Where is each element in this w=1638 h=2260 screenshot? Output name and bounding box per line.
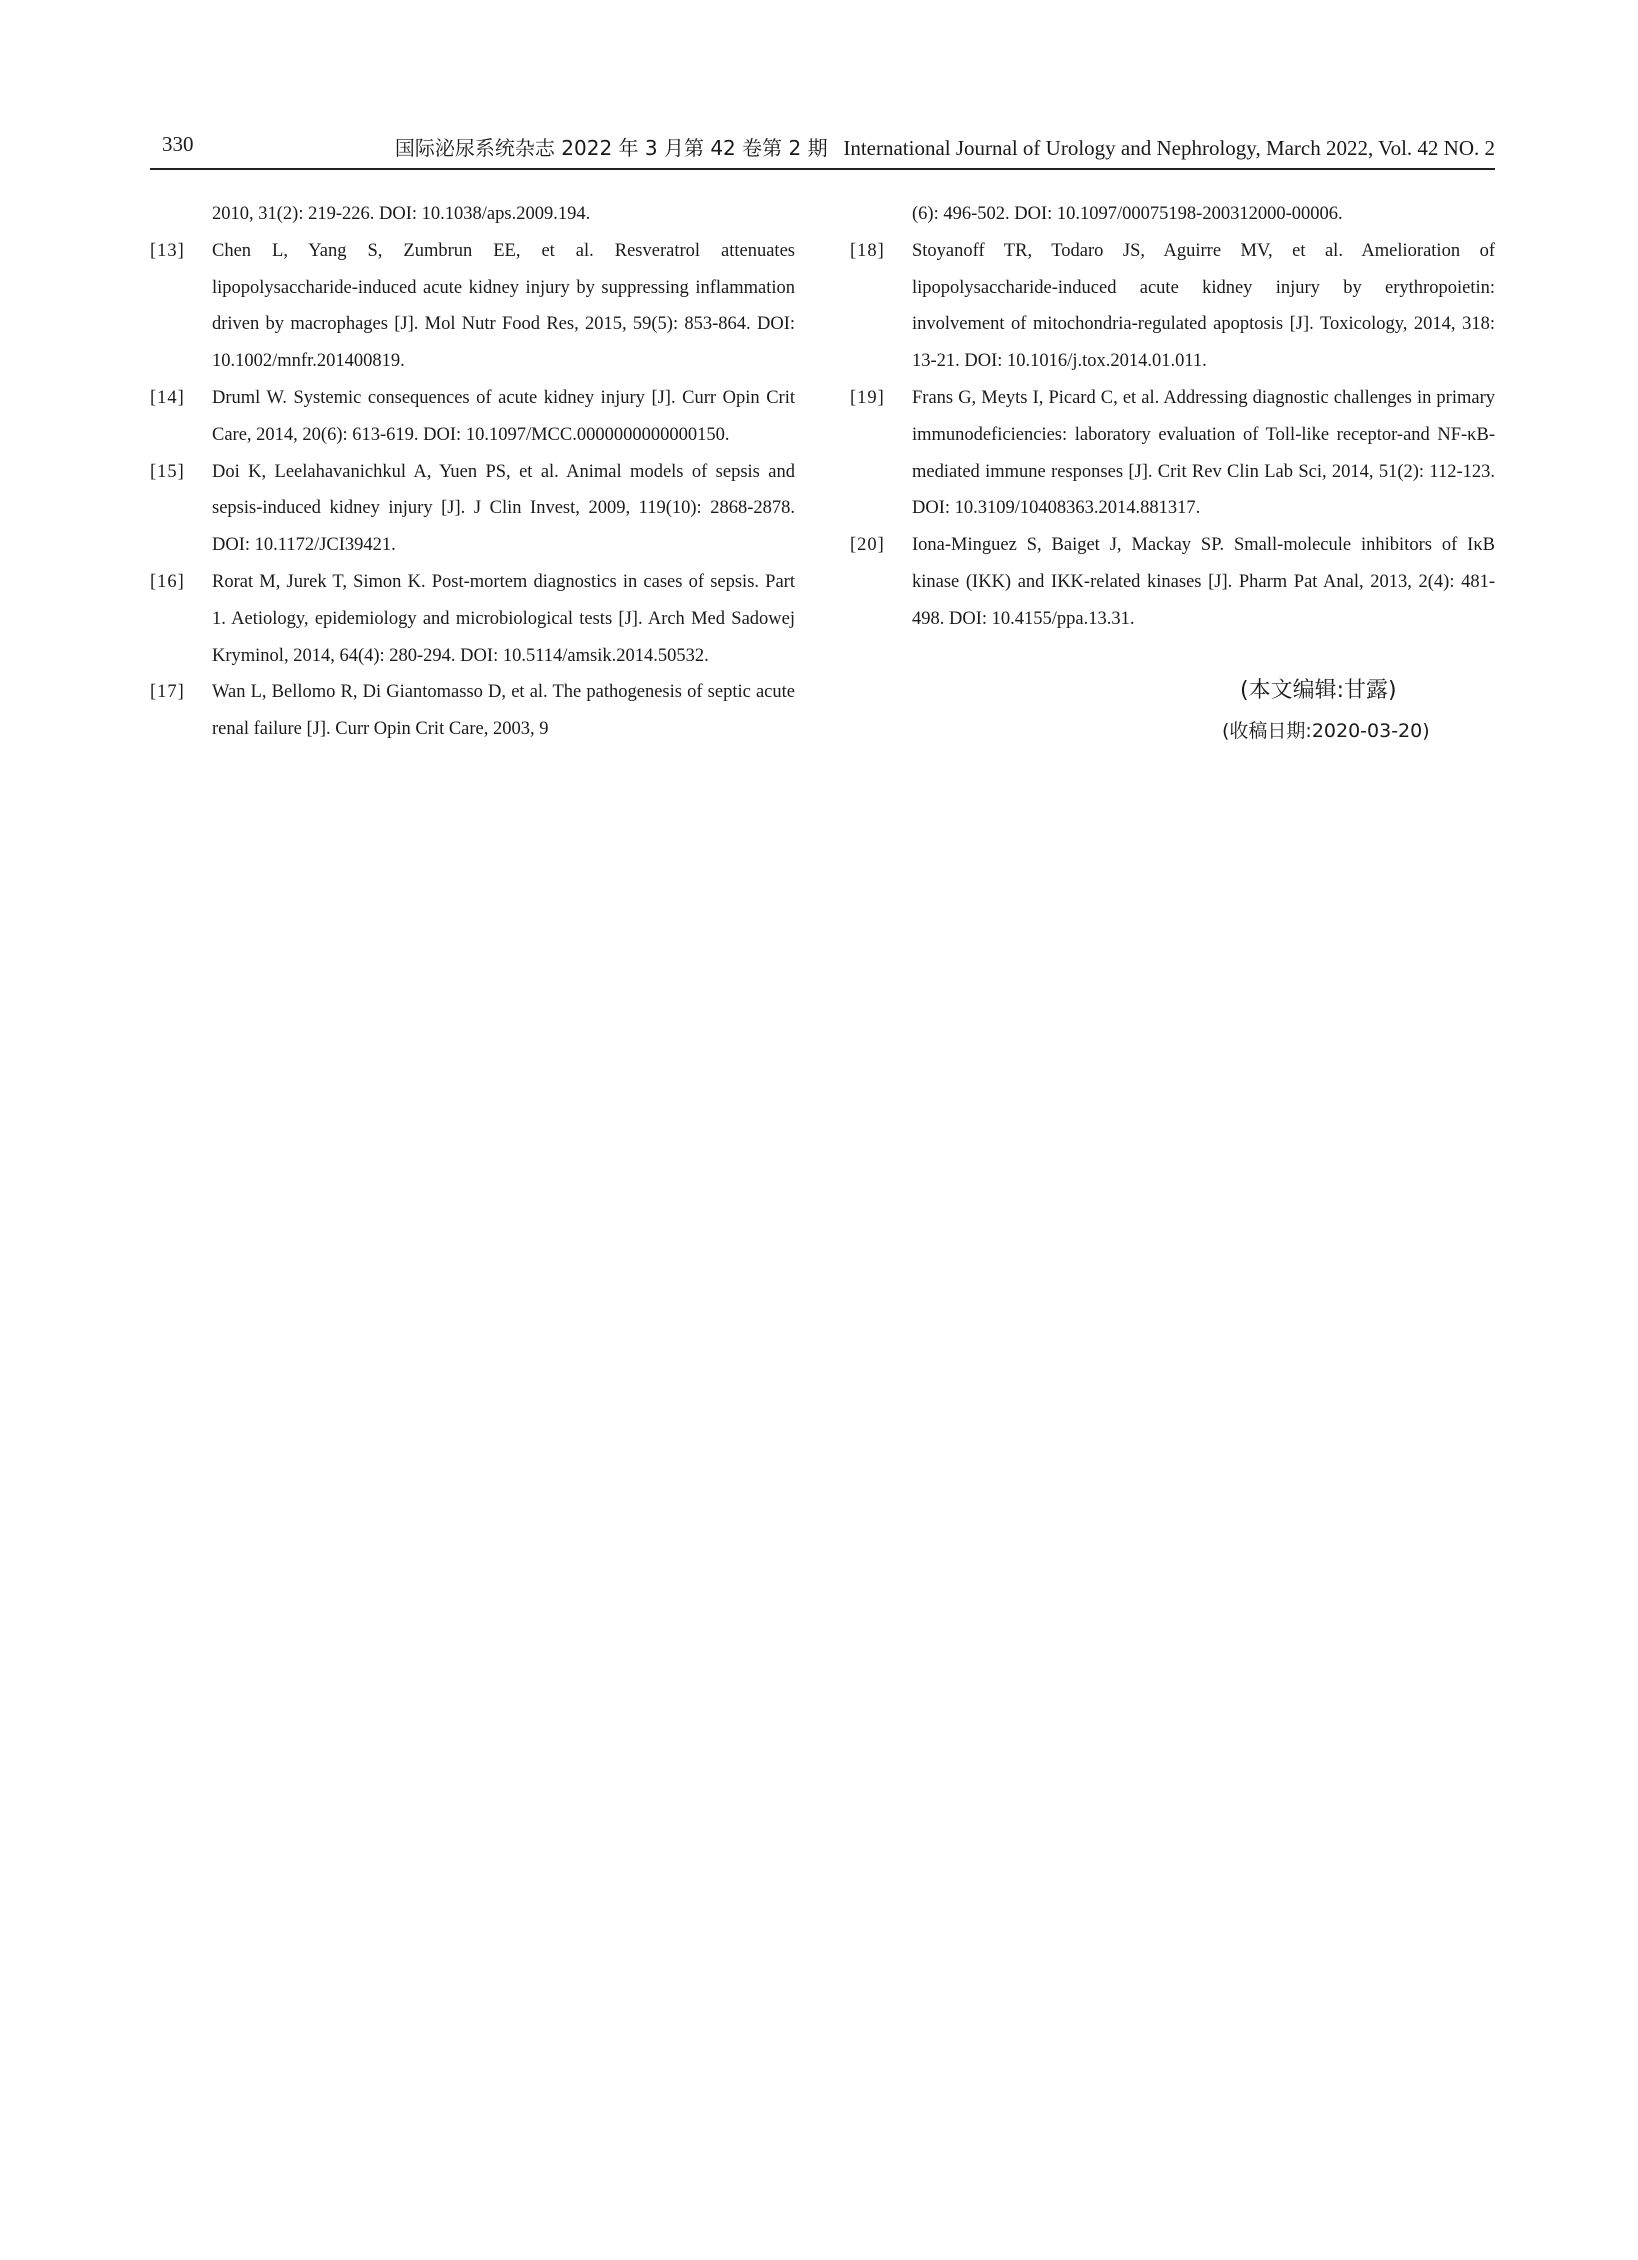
reference-number: [13] bbox=[150, 240, 185, 261]
journal-title-cn: 国际泌尿系统杂志 2022 年 3 月第 42 卷第 2 期 bbox=[394, 136, 828, 160]
journal-citation bbox=[395, 132, 1495, 161]
left-column bbox=[150, 196, 795, 748]
reference-18 bbox=[850, 233, 1495, 380]
reference-number: [19] bbox=[850, 387, 885, 408]
reference-number: [17] bbox=[150, 682, 185, 703]
reference-text: Rorat M, Jurek T, Simon K. Post-mortem diagnostics in cases of sepsis. Part 1. Aetiology, epidemiology and microbiological tests [J]. Arch Med Sadowej Kryminol, 2014, 64(4): 280-294. DOI: 10.5114/amsik.2014.50532. bbox=[212, 571, 795, 666]
reference-number: [14] bbox=[150, 387, 185, 408]
reference-text: Stoyanoff TR, Todaro JS, Aguirre MV, et al. Amelioration of lipopolysaccharide-induced acute kidney injury by erythropoietin: involvement of mitochondria-regulated apoptosis [J]. Toxicology, 2014, 318: 13-21. DOI: 10.1016/j.tox.2014.01.011. bbox=[912, 240, 1495, 372]
page-number: 330 bbox=[162, 132, 194, 156]
received-date: (收稿日期:2020-03-20) bbox=[1222, 720, 1430, 742]
running-header bbox=[150, 128, 1495, 164]
reference-number: [15] bbox=[150, 461, 185, 482]
reference-text: Frans G, Meyts I, Picard C, et al. Addressing diagnostic challenges in primary immunodeficiencies: laboratory evaluation of Toll-like receptor-and NF-κB-mediated immune responses [J]. Crit Rev Clin Lab Sci, 2014, 51(2): 112-123. DOI: 10.3109/10408363.2014.881317. bbox=[912, 387, 1495, 519]
reference-16 bbox=[150, 564, 795, 674]
header-rule bbox=[150, 168, 1495, 170]
reference-19 bbox=[850, 380, 1495, 527]
reference-number: [18] bbox=[850, 240, 885, 261]
reference-continuation: 2010, 31(2): 219-226. DOI: 10.1038/aps.2009.194. bbox=[212, 204, 591, 224]
reference-text: Chen L, Yang S, Zumbrun EE, et al. Resveratrol attenuates lipopolysaccharide-induced acute kidney injury by suppressing inflammation driven by macrophages [J]. Mol Nutr Food Res, 2015, 59(5): 853-864. DOI: 10.1002/mnfr.201400819. bbox=[212, 240, 795, 372]
reference-text: Iona-Minguez S, Baiget J, Mackay SP. Small-molecule inhibitors of IκB kinase (IKK) and IKK-related kinases [J]. Pharm Pat Anal, 2013, 2(4): 481-498. DOI: 10.4155/ppa.13.31. bbox=[912, 535, 1495, 629]
reference-number: [16] bbox=[150, 571, 185, 592]
reference-text: Druml W. Systemic consequences of acute kidney injury [J]. Curr Opin Crit Care, 2014, 20(6): 613-619. DOI: 10.1097/MCC.0000000000000150. bbox=[212, 387, 795, 445]
right-column bbox=[850, 196, 1495, 638]
journal-title-en: International Journal of Urology and Nephrology, March 2022, Vol. 42 NO. 2 bbox=[843, 136, 1495, 160]
reference-14 bbox=[150, 380, 795, 454]
reference-continuation: (6): 496-502. DOI: 10.1097/00075198-200312000-00006. bbox=[912, 204, 1343, 224]
reference-20 bbox=[850, 527, 1495, 637]
reference-13 bbox=[150, 233, 795, 380]
editor-note: (本文编辑:甘露) bbox=[1240, 678, 1397, 703]
reference-15 bbox=[150, 454, 795, 564]
reference-text: Wan L, Bellomo R, Di Giantomasso D, et al. The pathogenesis of septic acute renal failure [J]. Curr Opin Crit Care, 2003, 9 bbox=[212, 682, 795, 740]
reference-text: Doi K, Leelahavanichkul A, Yuen PS, et al. Animal models of sepsis and sepsis-induced kidney injury [J]. J Clin Invest, 2009, 119(10): 2868-2878. DOI: 10.1172/JCI39421. bbox=[212, 461, 795, 556]
reference-number: [20] bbox=[850, 535, 885, 556]
reference-17 bbox=[150, 674, 795, 748]
